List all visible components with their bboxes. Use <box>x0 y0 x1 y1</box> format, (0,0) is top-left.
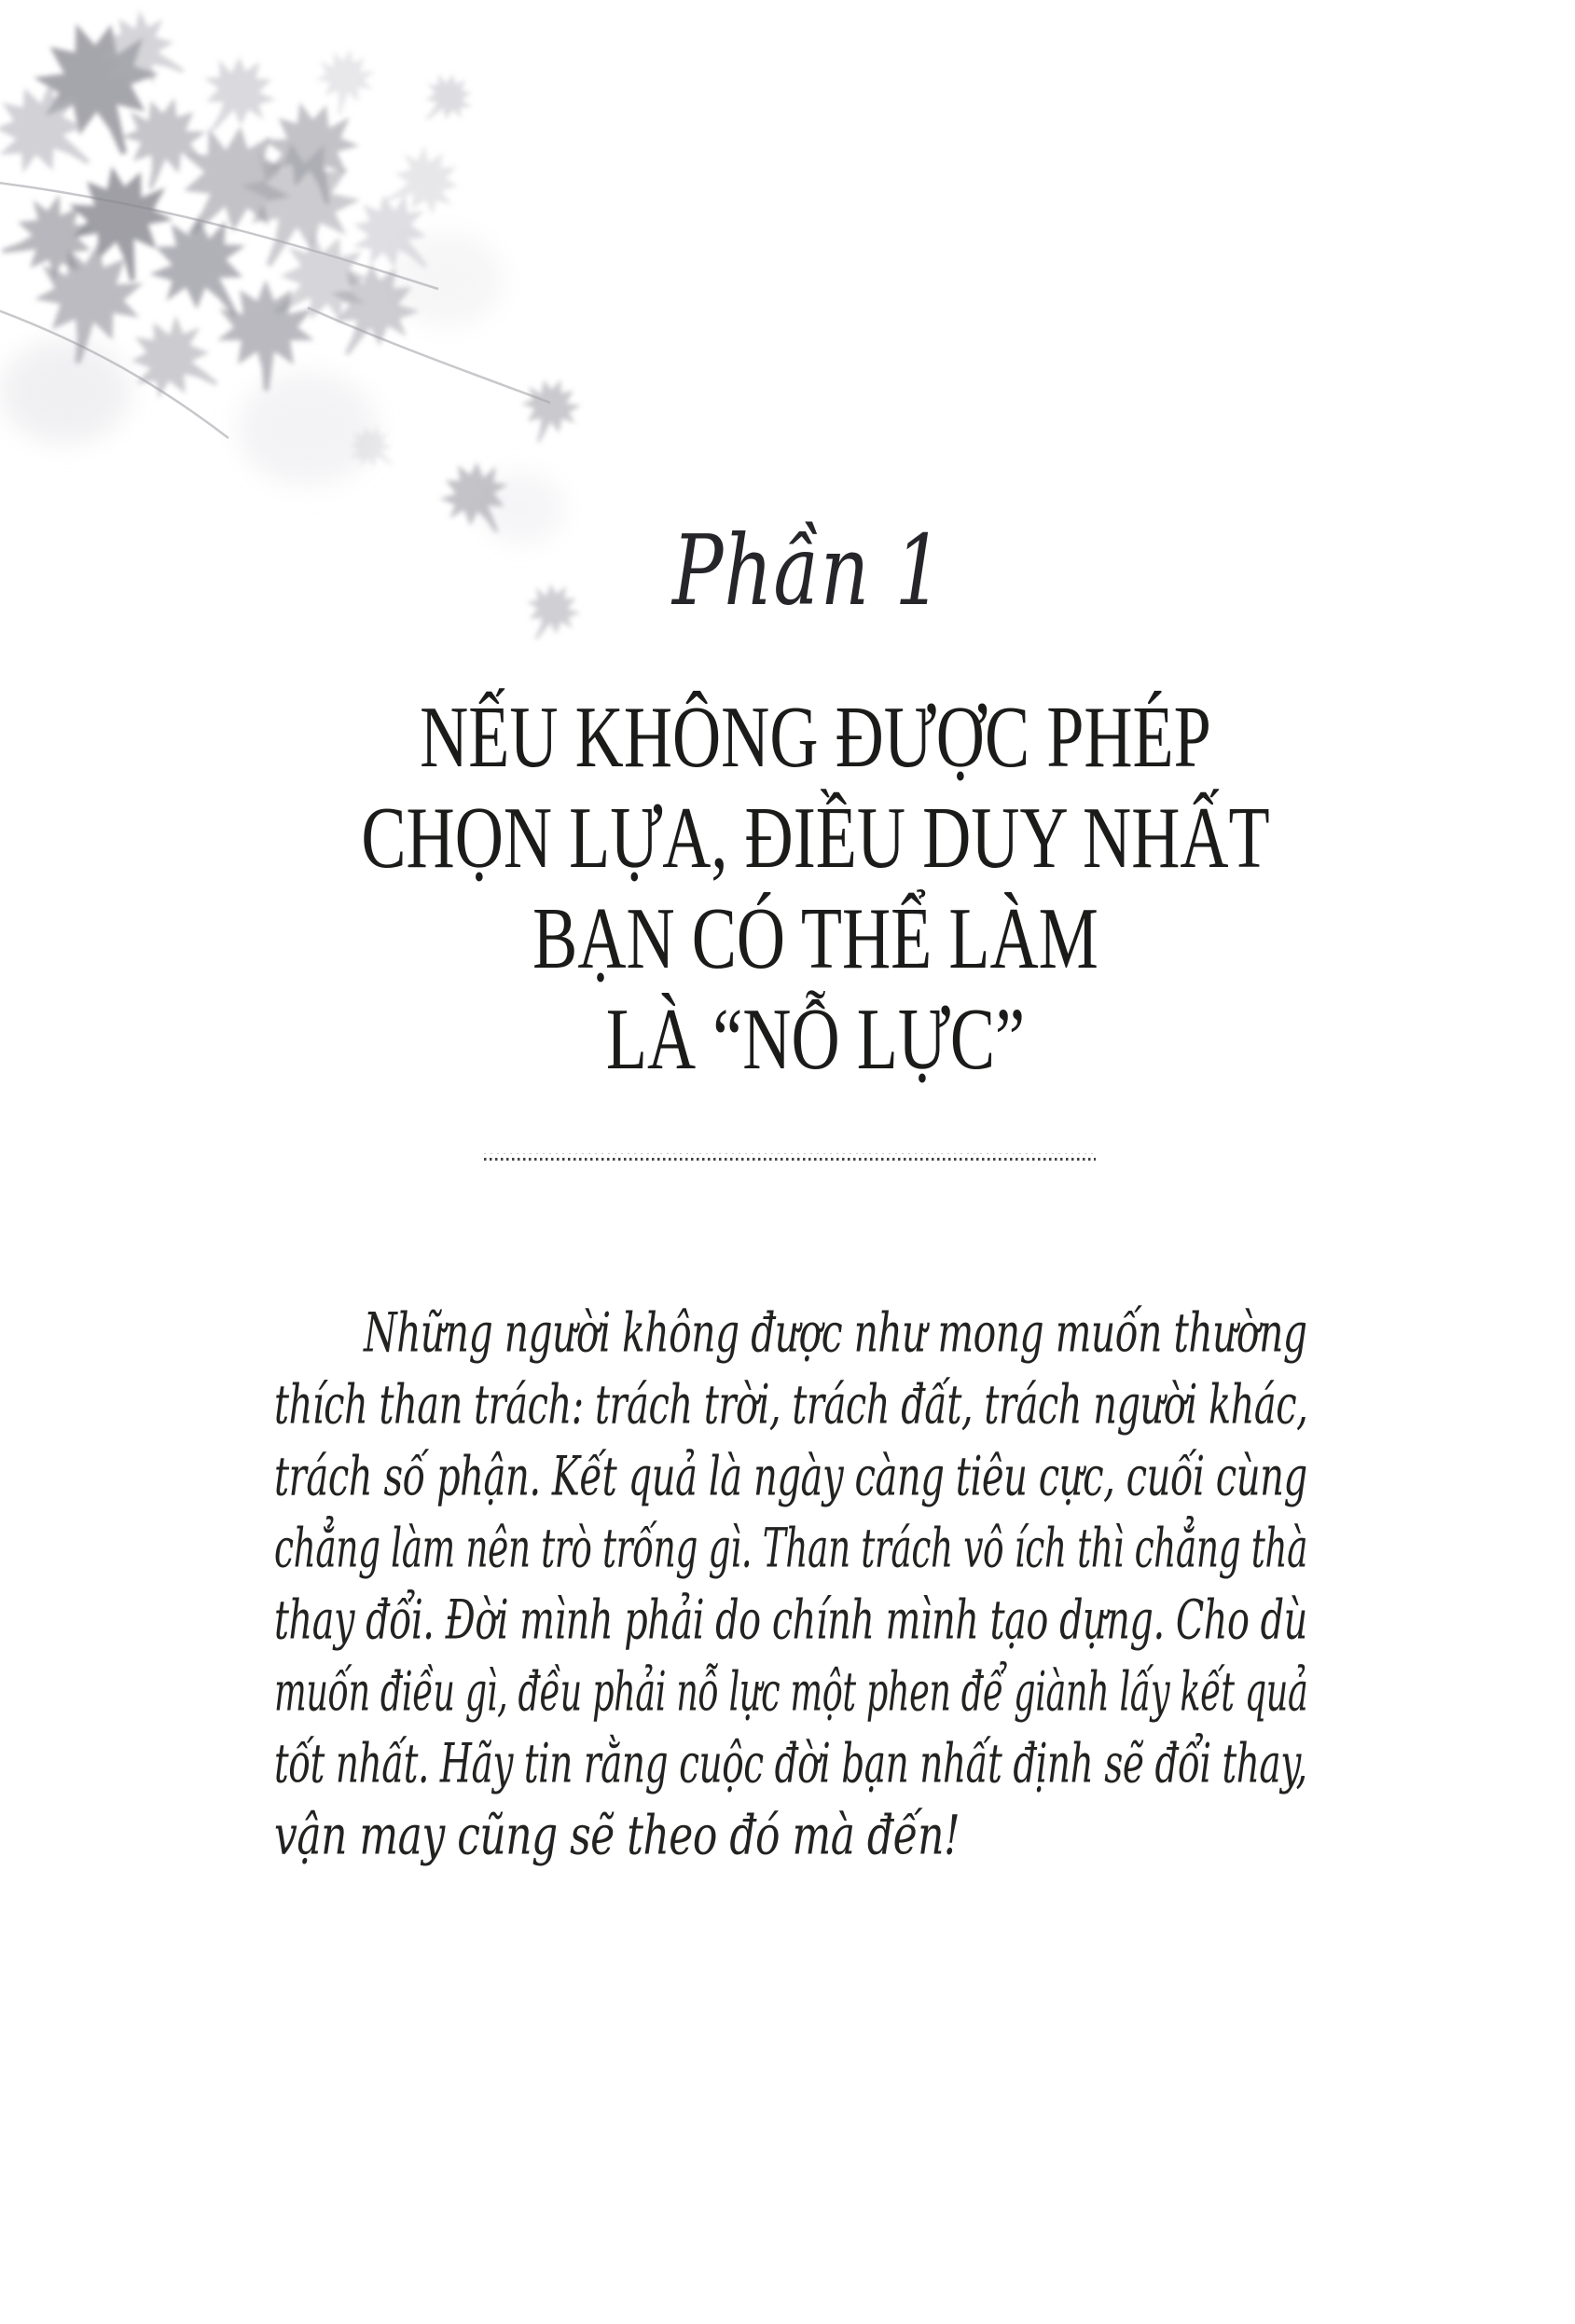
section-label <box>0 515 1575 626</box>
maple-leaf <box>183 41 290 151</box>
chapter-title-line-4: LÀ “NỖ LỰC” <box>605 991 1026 1089</box>
maple-leaf <box>511 369 588 451</box>
body-paragraph <box>274 1298 1307 1872</box>
maple-leaves-artwork <box>0 0 709 746</box>
paragraph-line: trách số phận. Kết quả là ngày càng tiêu cực, cuối cùng <box>274 1445 1307 1509</box>
chapter-title-line-1: NẾU KHÔNG ĐƯỢC PHÉP <box>420 689 1211 787</box>
maple-leaf <box>19 3 180 174</box>
maple-leaf <box>372 136 471 230</box>
chapter-title-line-3: BẠN CÓ THỂ LÀM <box>532 890 1098 988</box>
maple-leaf <box>0 186 104 291</box>
maple-leaf <box>256 90 372 216</box>
maple-leaf <box>311 44 380 119</box>
maple-leaf <box>62 158 182 290</box>
paragraph-line: Những người không được như mong muốn thường <box>364 1301 1307 1366</box>
section-label-text: Phần 1 <box>672 514 944 627</box>
maple-leaf <box>339 416 406 481</box>
maple-leaf <box>217 280 314 391</box>
maple-leaf <box>114 301 237 419</box>
paragraph-line: chẳng làm nên trò trống gì. Than trách vô ích thì chẳng thà <box>274 1517 1308 1581</box>
branch-lines <box>0 182 550 438</box>
paragraph-line: muốn điều gì, đều phải nỗ lực một phen để giành lấy kết quả <box>274 1660 1308 1725</box>
maple-leaf <box>215 120 377 290</box>
paragraph-line: vận may cũng sẽ theo đó mà đến! <box>274 1804 960 1868</box>
maple-leaf <box>110 87 214 199</box>
paragraph-line: tốt nhất. Hãy tin rằng cuộc đời bạn nhất định sẽ đổi thay, <box>274 1732 1307 1796</box>
chapter-title <box>0 688 1575 1091</box>
maple-leaf <box>409 62 483 136</box>
maple-leaf <box>309 246 435 377</box>
paragraph-line: thay đổi. Đời mình phải do chính mình tạo dựng. Cho dù <box>274 1588 1307 1653</box>
maple-leaf <box>24 233 150 372</box>
section-divider <box>484 1158 1096 1161</box>
watercolor-wash <box>0 233 564 543</box>
maple-leaf <box>249 214 388 351</box>
maple-leaf <box>0 65 115 201</box>
maple-leaf <box>87 0 200 106</box>
maple-leaf <box>131 196 274 342</box>
maple-leaf <box>146 101 314 270</box>
chapter-title-line-2: CHỌN LỰA, ĐIỀU DUY NHẤT <box>361 790 1270 887</box>
paragraph-line: thích than trách: trách trời, trách đất, trách người khác, <box>274 1373 1308 1437</box>
maple-leaf <box>335 176 452 294</box>
